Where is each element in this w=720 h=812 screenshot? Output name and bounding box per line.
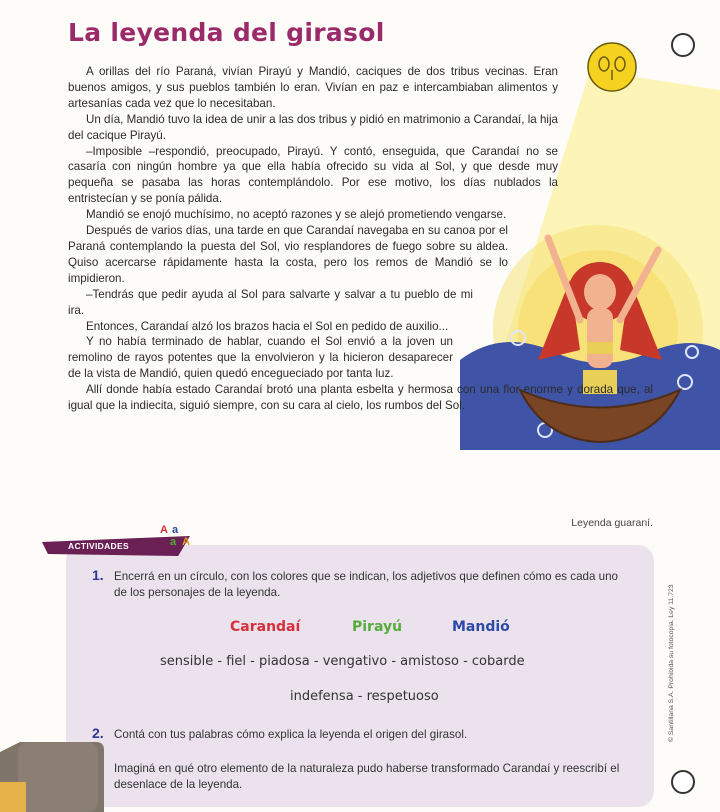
question-1 xyxy=(92,569,632,600)
question-number: 2. xyxy=(92,725,104,741)
page-title: La leyenda del girasol xyxy=(68,18,385,47)
story-text xyxy=(68,64,653,414)
story-paragraph: Después de varios días, una tarde en que Carandaí navegaba en su canoa por el Paraná contemplando la puesta del Sol, vio resplandores de fuego sobre su aldea. Quiso acercarse rápidamente hasta la costa, pero los remos de Mandió se lo impidieron. xyxy=(68,224,508,285)
story-paragraph: Un día, Mandió tuvo la idea de unir a las dos tribus y pidió en matrimonio a Carandaí, la hija del cacique Pirayú. xyxy=(68,112,558,142)
story-paragraph: Y no había terminado de hablar, cuando el Sol envió a la joven un remolino de rayos potentes que la envolvieron y la hicieron desaparecer de la vista de Mandió, quien quedó encegueciado por tanta luz. xyxy=(68,335,453,381)
question-2 xyxy=(92,727,632,743)
overlay-thumbnail xyxy=(0,742,104,812)
question-3 xyxy=(92,761,632,792)
source-credit: Leyenda guaraní. xyxy=(571,517,653,529)
activities-label: ACTIVIDADES xyxy=(68,541,129,551)
letters-icon: A a a A xyxy=(160,524,190,548)
story-paragraph: Entonces, Carandaí alzó los brazos hacia el Sol en pedido de auxilio... xyxy=(86,319,449,333)
story-paragraph: –Tendrás que pedir ayuda al Sol para salvarte y salvar a tu pueblo de mi ira. xyxy=(68,287,473,317)
copyright-note: © Santillana S.A. Prohibida su fotocopia. Ley 11.723 xyxy=(668,584,675,742)
story-paragraph: Mandió se enojó muchísimo, no aceptó razones y se alejó prometiendo vengarse. xyxy=(86,208,507,222)
character-name-carandai: Carandaí xyxy=(230,619,301,635)
question-text: Imaginá en qué otro elemento de la naturaleza pudo haberse transformado Carandaí y reescribí el desenlace de la leyenda. xyxy=(114,762,620,791)
story-paragraph: A orillas del río Paraná, vivían Pirayú y Mandió, caciques de dos tribus vecinas. Eran buenos amigos, y sus pueblos también lo eran. Vivían en paz e intercambiaban alimentos y artesanías cada vez que lo necesitaban. xyxy=(68,65,558,110)
question-number: 1. xyxy=(92,567,104,583)
question-text: Encerrá en un círculo, con los colores que se indican, los adjetivos que definen cómo es cada uno de los personajes de la leyenda. xyxy=(114,570,618,599)
checkbox-circle-bottom[interactable] xyxy=(671,770,695,794)
question-text: Contá con tus palabras cómo explica la leyenda el origen del girasol. xyxy=(114,728,468,741)
adjectives-line-2: indefensa - respetuoso xyxy=(290,689,439,704)
sun-icon xyxy=(588,43,636,91)
story-paragraph: Allí donde había estado Carandaí brotó una planta esbelta y hermosa con una flor enorme y dorada que, al igual que la indiecita, siguió siempre, con su cara al cielo, los rumbos del Sol. xyxy=(68,383,653,413)
character-name-pirayu: Pirayú xyxy=(352,619,403,635)
adjectives-line-1: sensible - fiel - piadosa - vengativo - amistoso - cobarde xyxy=(160,654,525,669)
character-name-mandio: Mandió xyxy=(452,619,510,635)
story-paragraph: –Imposible –respondió, preocupado, Pirayú. Y contó, enseguida, que Carandaí no se casaría con ningún hombre ya que ella había ofrecido su vida al Sol, y que desde muy pequeña se pasaba las horas contemplándolo. Por ese motivo, los días nublados la entristecían y se ponía pálida. xyxy=(68,144,558,206)
